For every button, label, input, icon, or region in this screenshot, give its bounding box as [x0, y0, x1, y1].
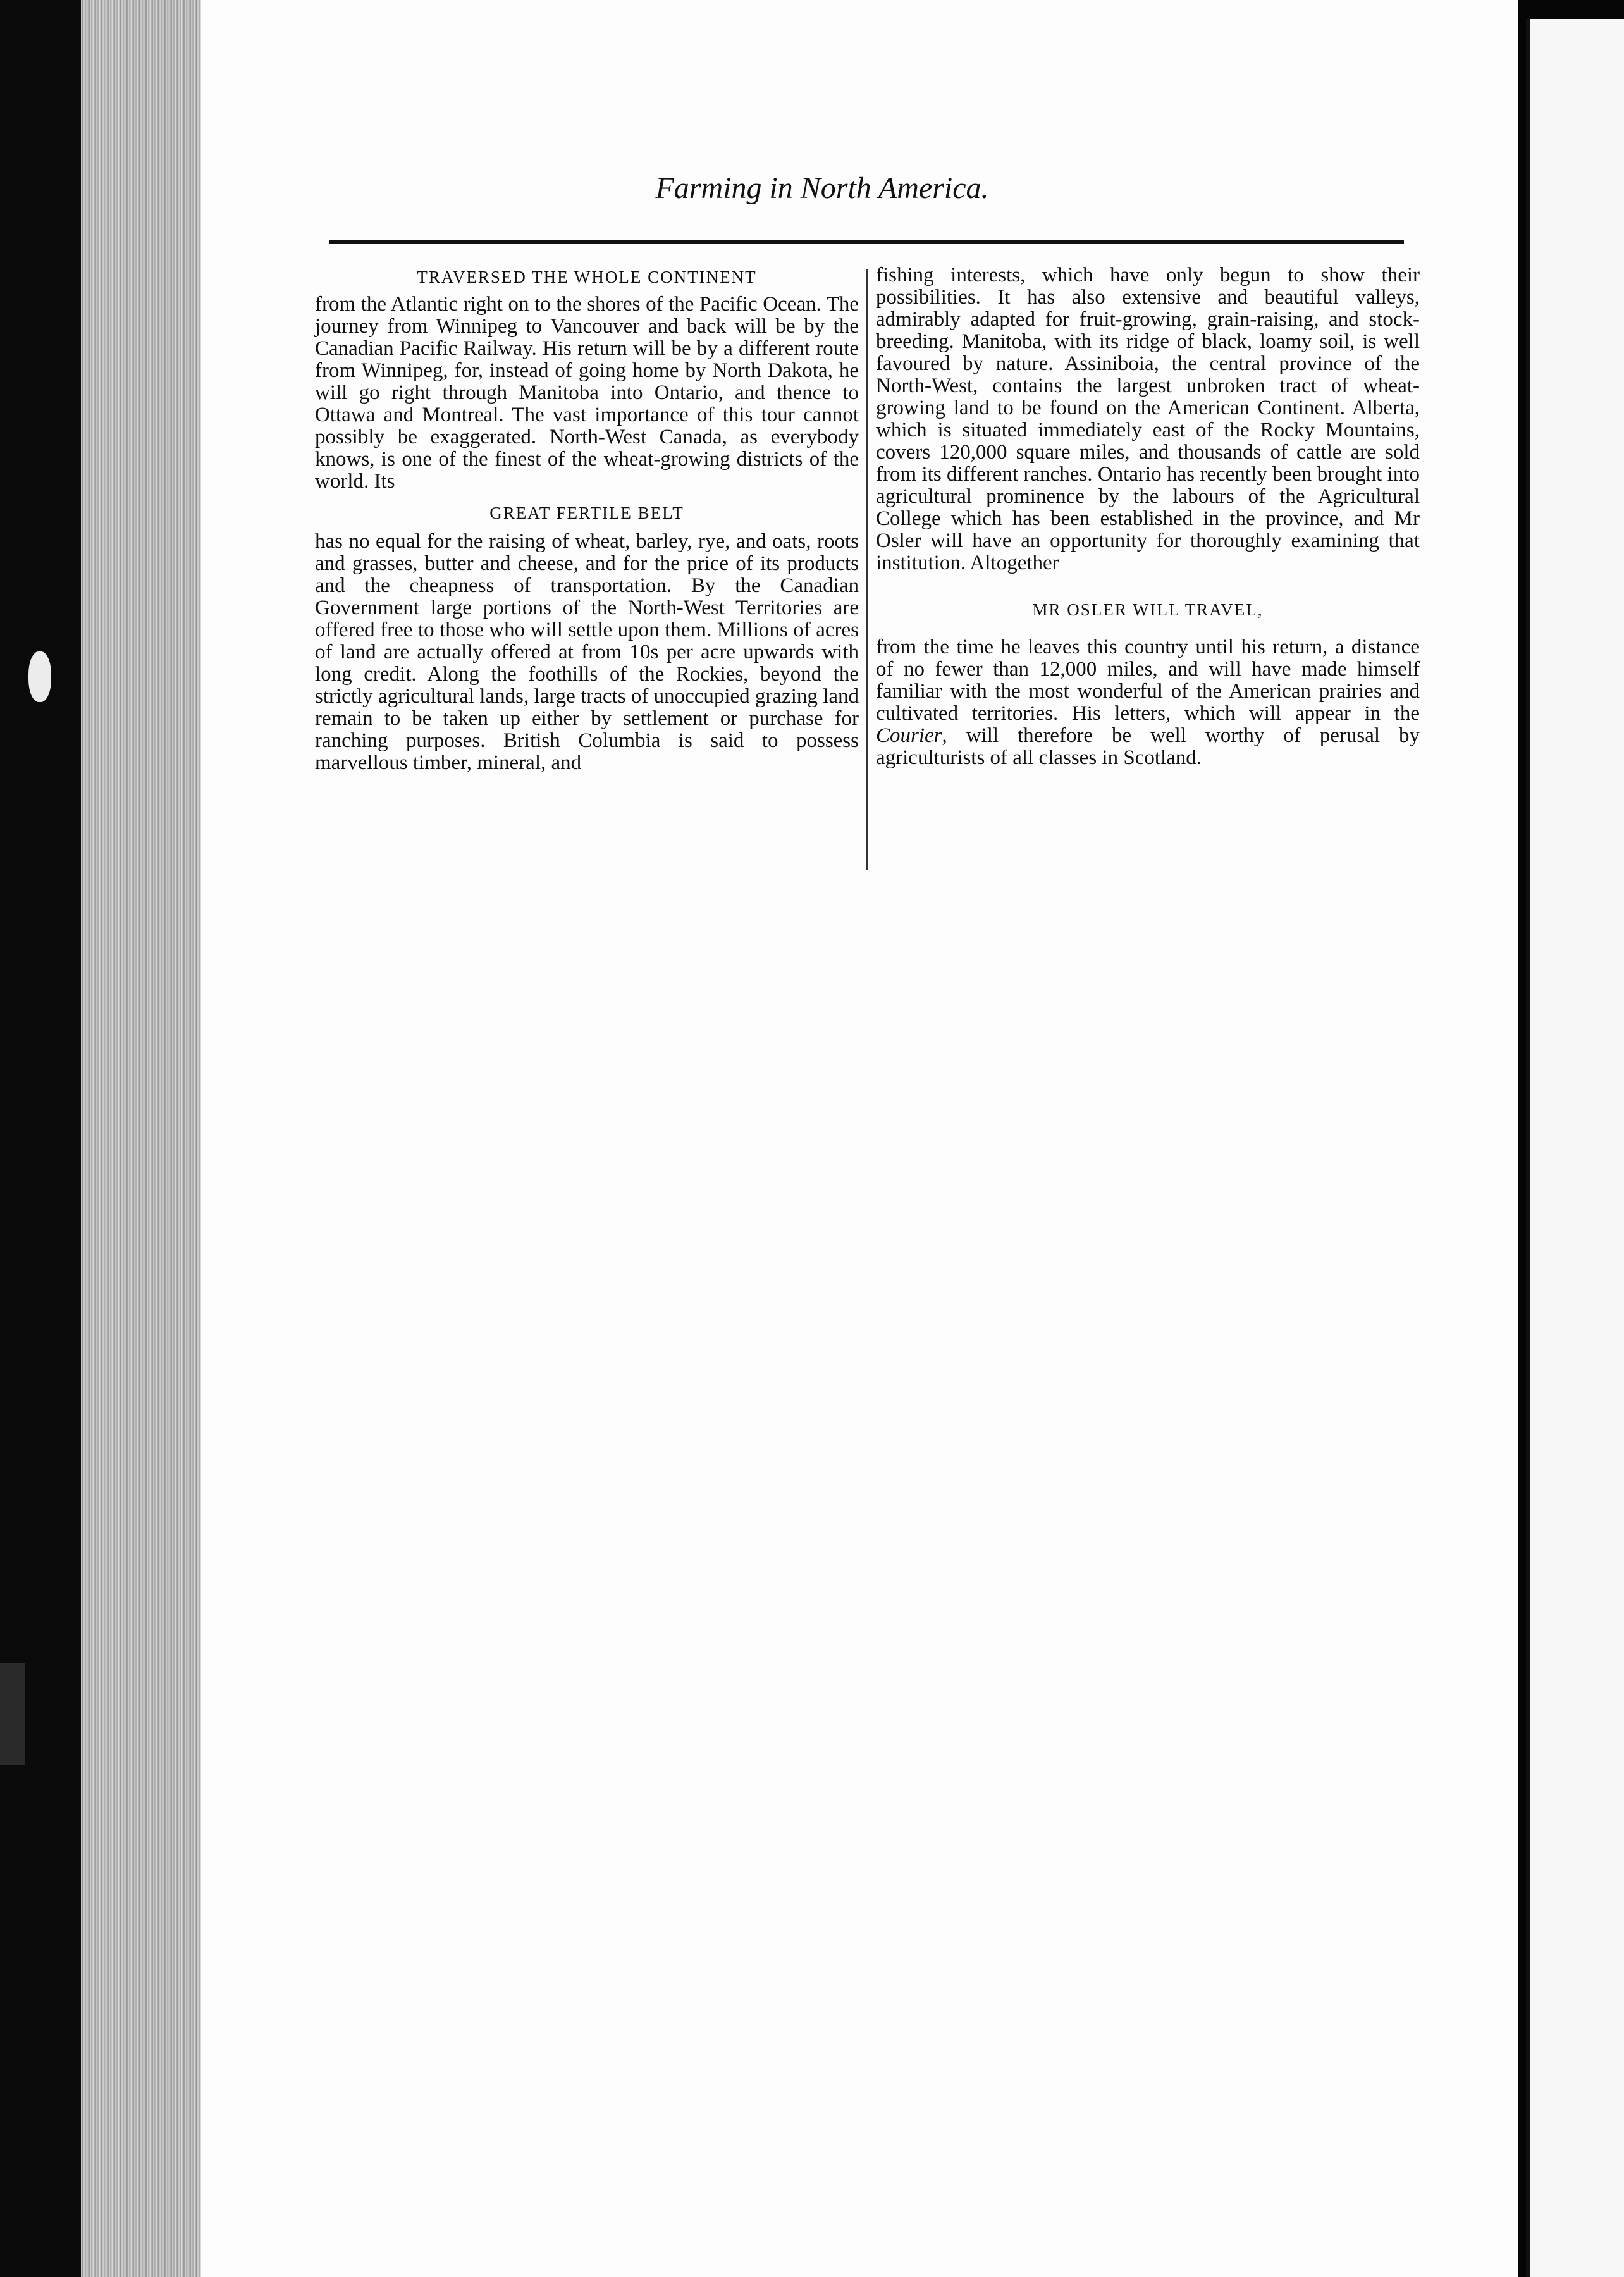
paragraph: from the Atlantic right on to the shores of the Pacific Ocean. The journey from Winnipeg to Vancouver and back will be by the Canadian Pacific Railway. His return will be by a different route from Winnipeg, for, instead of going home by North Dakota, he will go right through Manitoba into Ontario, and thence to Ottawa and Montreal. The vast importance of this tour cannot possibly be exaggerated. North-West Canada, as everybody knows, is one of the finest of the wheat-growing districts of the world. Its: [315, 293, 859, 493]
text-column-left: [315, 264, 859, 774]
text-column-right: [876, 264, 1420, 769]
paragraph-text: from the time he leaves this country until his return, a distance of no fewer than 12,000 miles, and will have made himself familiar with the most wonderful of the American prairies and cultivated territories. His letters, which will appear in the: [876, 636, 1420, 725]
subheading: GREAT FERTILE BELT: [489, 503, 684, 522]
column-divider: [866, 269, 868, 870]
scan-artifact: [0, 1663, 25, 1765]
paragraph: has no equal for the raising of wheat, barley, rye, and oats, roots and grasses, butter and cheese, and for the price of its products and the cheapness of transportation. By the Canadian Government large portions of the North-West Territories are offered free to those who will settle upon them. Millions of acres of land are actually offered at from 10s per acre upwards with long credit. Along the foothills of the Rockies, beyond the strictly agricultural lands, large tracts of unoccupied grazing land remain to be taken up either by settlement or purchase for ranching purposes. British Columbia is said to possess marvellous timber, mineral, and: [315, 530, 859, 774]
scan-artifact: [28, 651, 51, 702]
paragraph: fishing interests, which have only begun to show their possibilities. It has also extensive and beautiful valleys, admirably adapted for fruit-growing, grain-raising, and stock-breeding. Manitoba, with its ridge of black, loamy soil, is well favoured by nature. Assiniboia, the central province of the North-West, contains the largest unbroken tract of wheat-growing land to be found on the American Continent. Alberta, which is situated immediately east of the Rocky Mountains, covers 120,000 square miles, and thousands of cattle are sold from its different ranches. Ontario has recently been brought into agricultural prominence by the labours of the Agricultural College which has been established in the province, and Mr Osler will have an opportunity for thoroughly examining that institution. Altogether: [876, 264, 1420, 574]
subheading: MR OSLER WILL TRAVEL,: [1032, 600, 1264, 619]
header-rule: [329, 240, 1404, 244]
scan-border-left: [0, 0, 81, 2277]
book-fore-edge: [81, 0, 201, 2277]
paragraph-text: , will therefore be well worthy of perusal by agriculturists of all classes in Scotland.: [876, 724, 1420, 769]
adjacent-page-edge: [1526, 19, 1624, 2277]
subheading: TRAVERSED THE WHOLE CONTINENT: [417, 268, 757, 287]
paragraph: [876, 636, 1420, 769]
running-header: Farming in North America.: [655, 171, 989, 205]
newspaper-name: Courier: [876, 724, 942, 747]
